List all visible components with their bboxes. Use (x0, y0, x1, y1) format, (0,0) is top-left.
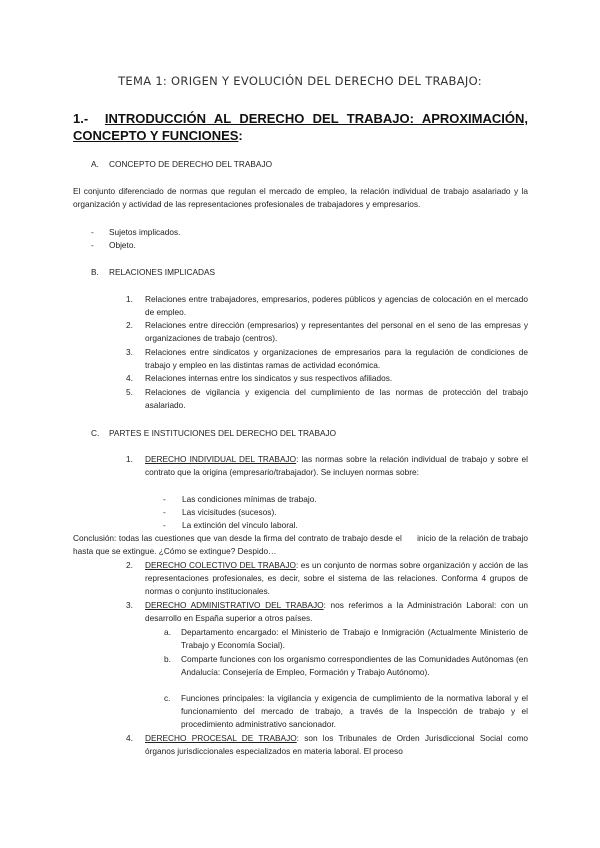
relation-item: 3. Relaciones entre sindicatos y organizaciones de empresarios para la regulación de condiciones de trabajo y empleo en las distintas ramas de actividad económica. (126, 347, 528, 370)
administrative-law-item: 3. DERECHO ADMINISTRATIVO DEL TRABAJO: nos referimos a la Administración Laboral: con un desarrollo en España superior a otros países. (126, 600, 528, 623)
section-c-letter: C. (91, 428, 100, 438)
section-b-title (91, 267, 215, 277)
individual-law-item: 1. DERECHO INDIVIDUAL DEL TRABAJO: las normas sobre la relación individual de trabajo y sobre el contrato que la origina (empresario/trabajador). Se incluyen normas sobre: (126, 454, 528, 477)
relation-item: 5. Relaciones de vigilancia y exigencia del cumplimiento de las normas de protección del trabajo asalariado. (126, 387, 528, 410)
conclusion-paragraph: Conclusión: todas las cuestiones que van desde la firma del contrato de trabajo desde el inicio de la relación de trabajo hasta que se extingue. ¿Cómo se extingue? Despido… (73, 533, 531, 556)
section-c-label: PARTES E INSTITUCIONES DEL DERECHO DEL TRABAJO (109, 428, 337, 438)
relation-item: 1. Relaciones entre trabajadores, empresarios, poderes públicos y agencias de colocación en el mercado de empleo. (126, 294, 528, 317)
individual-law-bullet: - Las condiciones mínimas de trabajo. (163, 494, 317, 504)
section-a-letter: A. (91, 159, 99, 169)
document-title: TEMA 1: ORIGEN Y EVOLUCIÓN DEL DERECHO DEL TRABAJO: (118, 74, 482, 88)
main-heading (73, 110, 528, 144)
heading-colon: : (238, 128, 243, 143)
collective-law-item: 2. DERECHO COLECTIVO DEL TRABAJO: es un conjunto de normas sobre organización y acción de las representaciones profesionales, es decir, sobre el sistema de las relaciones. Conforma 4 grupos de normas o conjunto institucionales. (126, 560, 529, 596)
section-b-label: RELACIONES IMPLICADAS (109, 267, 216, 277)
individual-law-bullet: - Las vicisitudes (sucesos). (163, 507, 277, 517)
section-a-bullet: - Sujetos implicados. (91, 227, 181, 237)
procedural-law-item: 4. DERECHO PROCESAL DE TRABAJO: son los Tribunales de Orden Jurisdiccional Social como órganos jurisdiccionales especializados en materia laboral. El proceso (126, 733, 528, 756)
section-a-label: CONCEPTO DE DERECHO DEL TRABAJO (109, 159, 273, 169)
individual-law-bullet: - La extinción del vínculo laboral. (163, 520, 298, 530)
relation-item: 2. Relaciones entre dirección (empresarios) y representantes del personal en el seno de las empresas y organizaciones de trabajo (centros). (126, 320, 528, 343)
section-c-title (91, 428, 336, 438)
relation-item: 4. Relaciones internas entre los sindicatos y sus respectivos afiliados. (126, 373, 393, 383)
administrative-subitem: c. Funciones principales: la vigilancia y exigencia de cumplimiento de la normativa laboral y el funcionamiento del mercado de trabajo, a través de la Inspección de trabajo y el procedimiento administrativo sancionador. (164, 693, 528, 729)
heading-number: 1.- (73, 111, 89, 126)
section-a-paragraph: El conjunto diferenciado de normas que regulan el mercado de empleo, la relación individual de trabajo asalariado y la organización y actividad de las representaciones profesionales de trabajadores y empresarios. (73, 186, 528, 209)
heading-text: INTRODUCCIÓN AL DERECHO DEL TRABAJO: APROXIMACIÓN, CONCEPTO Y FUNCIONES (73, 111, 528, 143)
section-b-letter: B. (91, 267, 99, 277)
section-a-bullet: - Objeto. (91, 240, 136, 250)
administrative-subitem: b. Comparte funciones con los organismo correspondientes de las Comunidades Autónomas (en Andalucía: Consejería de Empleo, Formación y Trabajo Autónomo). (164, 654, 528, 677)
administrative-subitem: a. Departamento encargado: el Ministerio de Trabajo e Inmigración (Actualmente Ministerio de Trabajo y Economía Social). (164, 627, 528, 650)
section-a-title (91, 159, 272, 169)
